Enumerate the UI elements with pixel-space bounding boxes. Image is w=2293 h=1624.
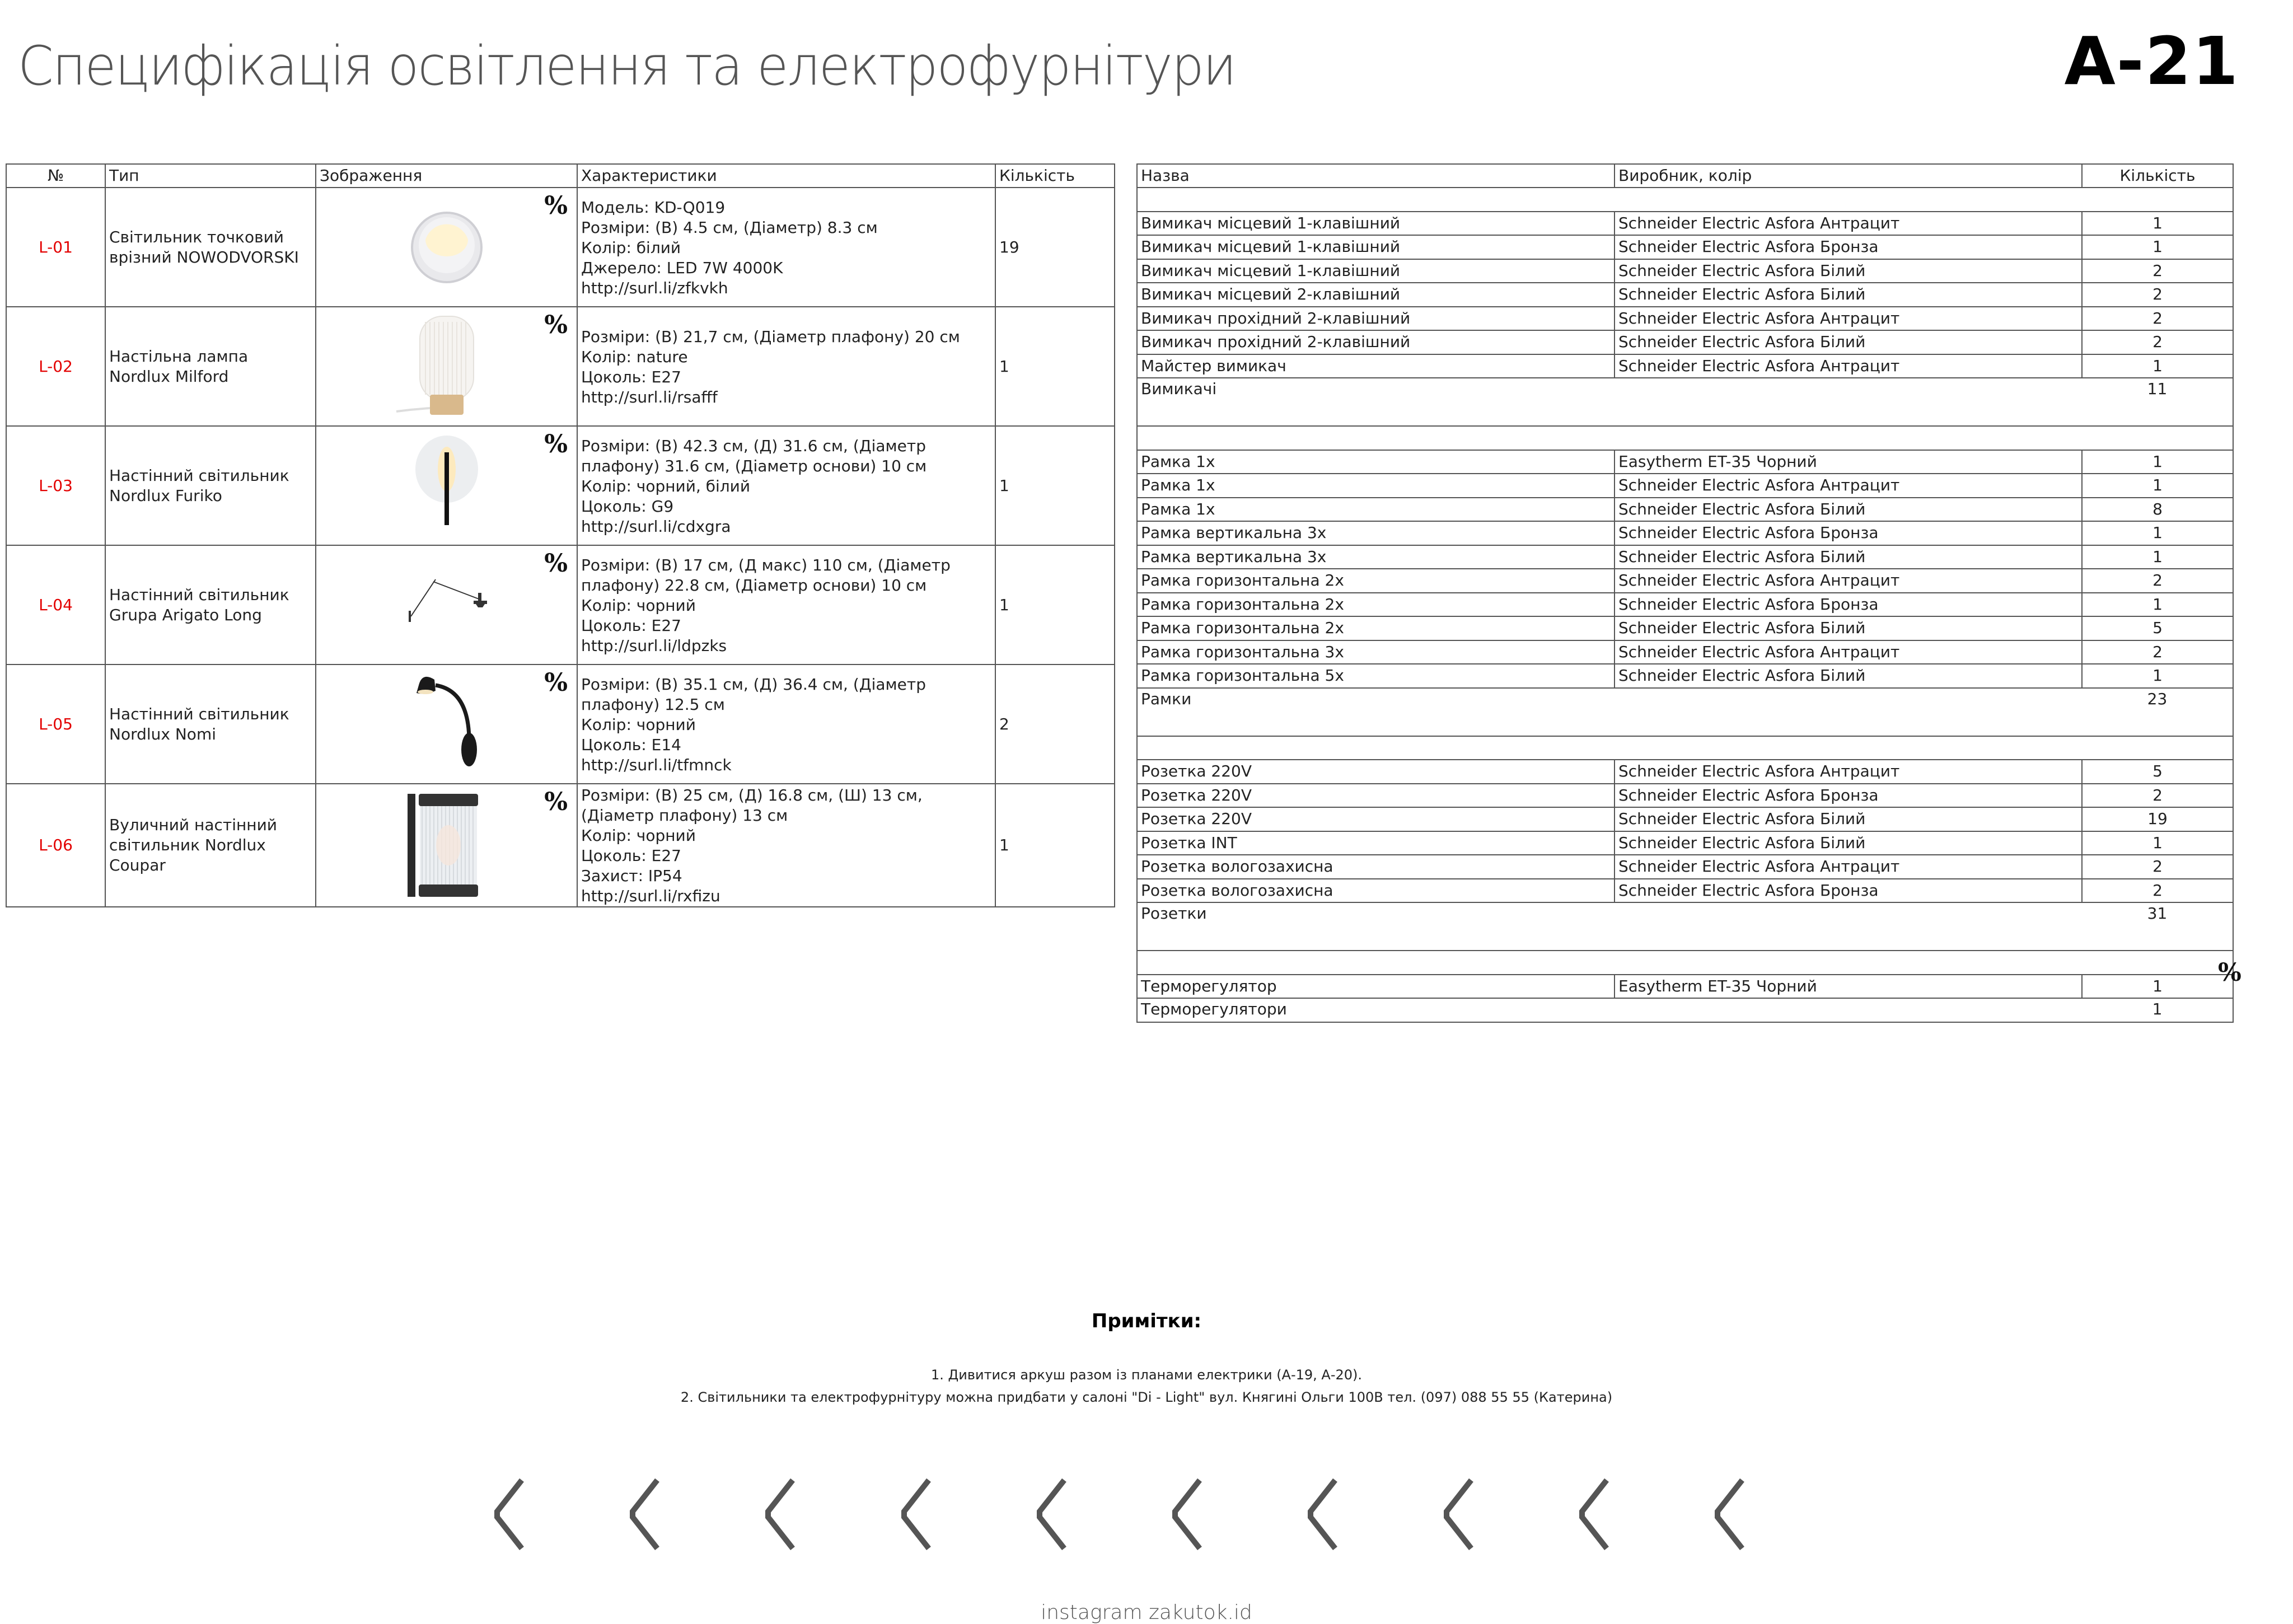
spacer-cell — [1137, 188, 2233, 212]
item-qty: 1 — [995, 307, 1115, 426]
item-qty: 1 — [995, 426, 1115, 545]
chevron-left-icon — [493, 1478, 526, 1551]
fitting-name: Вимикач прохідний 2-клавішний — [1137, 330, 1615, 354]
item-qty: 19 — [995, 188, 1115, 307]
spec-line: Захист: IP54 — [581, 867, 682, 885]
item-type: Настінний світильник Grupa Arigato Long — [105, 545, 316, 664]
item-specs — [577, 426, 995, 545]
electrical-fittings-table — [1136, 163, 2234, 1023]
fitting-name: Рамка вертикальна 3x — [1137, 521, 1615, 545]
col-header-type: Тип — [105, 164, 316, 188]
fitting-maker: Schneider Electric Asfora Антрацит — [1615, 760, 2082, 784]
table-row — [1137, 283, 2233, 307]
link-icon[interactable]: % — [544, 549, 568, 578]
fitting-qty: 1 — [2082, 975, 2233, 999]
table-row — [1137, 474, 2233, 498]
fitting-qty: 1 — [2082, 521, 2233, 545]
note-item: 1. Дивитися аркуш разом із планами електрики (А-19, А-20). — [930, 1367, 1363, 1383]
col-header-maker: Виробник, колір — [1615, 164, 2082, 188]
spec-line: Колір: nature — [581, 347, 688, 366]
fitting-maker: Schneider Electric Asfora Бронза — [1615, 784, 2082, 808]
chevron-left-icon — [628, 1478, 662, 1551]
fitting-name: Вимикач місцевий 1-клавішний — [1137, 212, 1615, 236]
product-link[interactable]: http://surl.li/tfmnck — [581, 755, 732, 774]
fitting-name: Терморегулятор — [1137, 975, 1615, 999]
fitting-qty: 2 — [2082, 283, 2233, 307]
table-row — [6, 545, 1115, 664]
fitting-qty: 1 — [2082, 354, 2233, 378]
col-header-name: Назва — [1137, 164, 1615, 188]
item-type: Настільна лампа Nordlux Milford — [105, 307, 316, 426]
item-qty: 1 — [995, 545, 1115, 664]
product-link[interactable]: http://surl.li/rxfizu — [581, 887, 720, 905]
fitting-qty: 1 — [2082, 664, 2233, 688]
spec-line: Колір: чорний, білий — [581, 476, 751, 495]
fitting-qty: 1 — [2082, 450, 2233, 474]
table-row — [1137, 450, 2233, 474]
table-row — [1137, 855, 2233, 879]
page-title: Специфікація освітлення та електрофурнітури — [18, 35, 1236, 97]
fitting-maker: Easytherm ET-35 Чорний — [1615, 450, 2082, 474]
fitting-qty: 1 — [2082, 212, 2233, 236]
product-image-cell — [316, 188, 577, 307]
fitting-qty: 2 — [2082, 640, 2233, 664]
spacer-row — [1137, 188, 2233, 212]
chevron-left-icon — [900, 1478, 933, 1551]
lighting-spec-table — [6, 163, 1115, 907]
fitting-qty: 5 — [2082, 616, 2233, 640]
item-code: L-06 — [6, 784, 105, 907]
notes-title: Примітки: — [1091, 1310, 1202, 1332]
table-row — [1137, 616, 2233, 640]
spec-line: Цоколь: E27 — [581, 846, 681, 865]
link-icon[interactable]: % — [544, 788, 568, 816]
spec-line: плафону) 12.5 см — [581, 695, 725, 714]
fitting-maker: Schneider Electric Asfora Білий — [1615, 545, 2082, 569]
fitting-name: Розетка 220V — [1137, 760, 1615, 784]
spec-line: Цоколь: E27 — [581, 616, 681, 635]
fitting-name: Рамка 1x — [1137, 498, 1615, 522]
spec-line: плафону) 31.6 см, (Діаметр основи) 10 см — [581, 456, 927, 475]
group-total-row — [1137, 998, 2233, 1022]
chevron-left-icon — [1171, 1478, 1204, 1551]
fitting-qty: 2 — [2082, 307, 2233, 331]
link-icon[interactable]: % — [2218, 958, 2241, 987]
fitting-name: Розетка INT — [1137, 831, 1615, 855]
fitting-maker: Schneider Electric Asfora Білий — [1615, 330, 2082, 354]
note-item: 2. Світильники та електрофурнітуру можна придбати у салоні "Di - Light" вул. Княгині Ольги 100В тел. (097) 088 55 55 (Катерина) — [680, 1389, 1613, 1405]
spacer-row — [1137, 736, 2233, 760]
table-row — [1137, 569, 2233, 593]
spec-line: Розміри: (В) 35.1 см, (Д) 36.4 см, (Діаметр — [581, 675, 926, 694]
fitting-qty: 2 — [2082, 330, 2233, 354]
product-image-cell — [316, 307, 577, 426]
fitting-qty: 2 — [2082, 259, 2233, 283]
spacer-cell — [1137, 426, 2233, 450]
item-type: Світильник точковий врізний NOWODVORSKI — [105, 188, 316, 307]
group-total-qty: 11 — [2082, 378, 2233, 426]
fitting-maker: Schneider Electric Asfora Білий — [1615, 616, 2082, 640]
item-code: L-01 — [6, 188, 105, 307]
item-specs — [577, 784, 995, 907]
table-row — [6, 664, 1115, 784]
group-total-qty: 1 — [2082, 998, 2233, 1022]
group-total-label: Розетки — [1137, 902, 2082, 951]
product-link[interactable]: http://surl.li/zfkvkh — [581, 278, 728, 297]
link-icon[interactable]: % — [544, 191, 568, 220]
fitting-maker: Schneider Electric Asfora Білий — [1615, 498, 2082, 522]
fitting-name: Рамка 1x — [1137, 474, 1615, 498]
table-row — [1137, 307, 2233, 331]
fitting-name: Розетка вологозахисна — [1137, 879, 1615, 903]
fitting-maker: Schneider Electric Asfora Бронза — [1615, 235, 2082, 259]
link-icon[interactable]: % — [544, 430, 568, 458]
col-header-image: Зображення — [316, 164, 577, 188]
group-total-qty: 23 — [2082, 688, 2233, 736]
product-link[interactable]: http://surl.li/ldpzks — [581, 636, 727, 655]
table-row — [1137, 498, 2233, 522]
col-header-specs: Характеристики — [577, 164, 995, 188]
table-row — [6, 784, 1115, 907]
item-specs — [577, 664, 995, 784]
fitting-name: Розетка 220V — [1137, 784, 1615, 808]
fitting-maker: Schneider Electric Asfora Антрацит — [1615, 212, 2082, 236]
spec-line: Цоколь: G9 — [581, 497, 674, 516]
product-image-cell — [316, 426, 577, 545]
spec-line: Цоколь: E14 — [581, 735, 681, 754]
fitting-maker: Schneider Electric Asfora Бронза — [1615, 521, 2082, 545]
item-qty: 2 — [995, 664, 1115, 784]
spec-line: Цоколь: E27 — [581, 367, 681, 386]
spacer-row — [1137, 426, 2233, 450]
fitting-maker: Schneider Electric Asfora Антрацит — [1615, 640, 2082, 664]
fitting-maker: Schneider Electric Asfora Білий — [1615, 831, 2082, 855]
chevron-left-icon — [1713, 1478, 1747, 1551]
item-specs — [577, 545, 995, 664]
spec-line: Модель: KD-Q019 — [581, 198, 726, 217]
table-row — [1137, 235, 2233, 259]
link-icon[interactable]: % — [544, 668, 568, 697]
fitting-name: Рамка горизонтальна 5x — [1137, 664, 1615, 688]
chevron-left-icon — [1035, 1478, 1069, 1551]
table-row — [1137, 212, 2233, 236]
spec-line: Колір: чорний — [581, 715, 696, 734]
group-total-row — [1137, 378, 2233, 426]
fitting-qty: 19 — [2082, 807, 2233, 831]
fitting-name: Рамка вертикальна 3x — [1137, 545, 1615, 569]
product-image-wall-lamp-disc — [391, 430, 503, 542]
group-total-label: Рамки — [1137, 688, 2082, 736]
fitting-qty: 2 — [2082, 879, 2233, 903]
fitting-name: Рамка горизонтальна 2x — [1137, 616, 1615, 640]
table-header-row — [6, 164, 1115, 188]
spec-line: плафону) 22.8 см, (Діаметр основи) 10 см — [581, 575, 927, 595]
spec-line: Розміри: (В) 17 см, (Д макс) 110 см, (Діаметр — [581, 555, 951, 574]
sheet-code: A-21 — [2064, 22, 2239, 100]
fitting-maker: Schneider Electric Asfora Білий — [1615, 807, 2082, 831]
product-image-cell — [316, 664, 577, 784]
fitting-qty: 1 — [2082, 235, 2233, 259]
table-row — [1137, 640, 2233, 664]
fitting-name: Рамка горизонтальна 2x — [1137, 593, 1615, 617]
fitting-qty: 1 — [2082, 545, 2233, 569]
product-image-cell — [316, 784, 577, 907]
product-image-wall-lamp-arm — [391, 549, 503, 661]
fitting-name: Вимикач місцевий 1-клавішний — [1137, 259, 1615, 283]
table-row — [1137, 879, 2233, 903]
fitting-qty: 1 — [2082, 593, 2233, 617]
fitting-qty: 1 — [2082, 474, 2233, 498]
fitting-maker: Easytherm ET-35 Чорний — [1615, 975, 2082, 999]
fitting-maker: Schneider Electric Asfora Антрацит — [1615, 569, 2082, 593]
product-link[interactable]: http://surl.li/rsafff — [581, 387, 718, 406]
spec-line: Колір: чорний — [581, 596, 696, 615]
fitting-name: Рамка 1x — [1137, 450, 1615, 474]
fitting-maker: Schneider Electric Asfora Бронза — [1615, 879, 2082, 903]
link-icon[interactable]: % — [544, 311, 568, 339]
chevron-left-icon — [764, 1478, 797, 1551]
item-code: L-04 — [6, 545, 105, 664]
group-total-label: Вимикачі — [1137, 378, 2082, 426]
table-row — [6, 307, 1115, 426]
fitting-qty: 2 — [2082, 784, 2233, 808]
table-header-row — [1137, 164, 2233, 188]
fitting-maker: Schneider Electric Asfora Антрацит — [1615, 855, 2082, 879]
group-total-qty: 31 — [2082, 902, 2233, 951]
fitting-name: Розетка 220V — [1137, 807, 1615, 831]
fitting-qty: 2 — [2082, 855, 2233, 879]
fitting-maker: Schneider Electric Asfora Білий — [1615, 664, 2082, 688]
item-type: Настінний світильник Nordlux Nomi — [105, 664, 316, 784]
product-image-table-lamp — [391, 311, 503, 423]
table-row — [1137, 975, 2233, 999]
chevron-left-icon — [1578, 1478, 1611, 1551]
fitting-name: Майстер вимикач — [1137, 354, 1615, 378]
table-row — [1137, 521, 2233, 545]
spec-line: Колір: білий — [581, 238, 681, 257]
group-total-label: Терморегулятори — [1137, 998, 2082, 1022]
spacer-row — [1137, 951, 2233, 975]
col-header-number: № — [6, 164, 105, 188]
spec-line: Розміри: (В) 21,7 см, (Діаметр плафону) 20 см — [581, 327, 960, 346]
decorative-chevron-row — [493, 1478, 1747, 1551]
fitting-maker: Schneider Electric Asfora Бронза — [1615, 593, 2082, 617]
item-type: Вуличний настінний світильник Nordlux Coupar — [105, 784, 316, 907]
product-image-recessed-spotlight — [391, 191, 503, 303]
fitting-maker: Schneider Electric Asfora Білий — [1615, 283, 2082, 307]
table-row — [1137, 831, 2233, 855]
spec-line: Джерело: LED 7W 4000K — [581, 258, 783, 277]
fitting-maker: Schneider Electric Asfora Білий — [1615, 259, 2082, 283]
table-row — [1137, 259, 2233, 283]
table-row — [1137, 807, 2233, 831]
item-code: L-03 — [6, 426, 105, 545]
item-code: L-05 — [6, 664, 105, 784]
fitting-maker: Schneider Electric Asfora Антрацит — [1615, 354, 2082, 378]
table-row — [6, 188, 1115, 307]
item-code: L-02 — [6, 307, 105, 426]
item-specs — [577, 188, 995, 307]
spec-line: Колір: чорний — [581, 826, 696, 845]
spec-line: Розміри: (В) 42.3 см, (Д) 31.6 см, (Діаметр — [581, 436, 926, 455]
group-total-row — [1137, 688, 2233, 736]
product-image-wall-lamp-flex — [391, 668, 503, 780]
table-row — [1137, 330, 2233, 354]
fitting-qty: 2 — [2082, 569, 2233, 593]
fitting-qty: 8 — [2082, 498, 2233, 522]
table-row — [1137, 784, 2233, 808]
table-row — [1137, 760, 2233, 784]
spacer-cell — [1137, 736, 2233, 760]
chevron-left-icon — [1306, 1478, 1340, 1551]
spec-line: Розміри: (В) 4.5 см, (Діаметр) 8.3 см — [581, 218, 878, 237]
spec-line: Розміри: (В) 25 см, (Д) 16.8 см, (Ш) 13 см, — [581, 786, 923, 804]
product-image-cell — [316, 545, 577, 664]
table-row — [1137, 354, 2233, 378]
fitting-maker: Schneider Electric Asfora Антрацит — [1615, 474, 2082, 498]
fitting-name: Розетка вологозахисна — [1137, 855, 1615, 879]
spacer-cell — [1137, 951, 2233, 975]
fitting-maker: Schneider Electric Asfora Антрацит — [1615, 307, 2082, 331]
col-header-qty: Кількість — [2082, 164, 2233, 188]
table-row — [1137, 545, 2233, 569]
item-specs — [577, 307, 995, 426]
fitting-name: Рамка горизонтальна 2x — [1137, 569, 1615, 593]
table-row — [1137, 664, 2233, 688]
item-type: Настінний світильник Nordlux Furiko — [105, 426, 316, 545]
table-row — [1137, 593, 2233, 617]
product-link[interactable]: http://surl.li/cdxgra — [581, 517, 731, 536]
chevron-left-icon — [1442, 1478, 1476, 1551]
fitting-qty: 5 — [2082, 760, 2233, 784]
group-total-row — [1137, 902, 2233, 951]
fitting-name: Рамка горизонтальна 3x — [1137, 640, 1615, 664]
footer-instagram: instagram zakutok.id — [1041, 1601, 1252, 1624]
fitting-name: Вимикач місцевий 2-клавішний — [1137, 283, 1615, 307]
fitting-name: Вимикач місцевий 1-клавішний — [1137, 235, 1615, 259]
item-qty: 1 — [995, 784, 1115, 907]
product-image-outdoor-wall-lamp — [391, 789, 503, 901]
fitting-name: Вимикач прохідний 2-клавішний — [1137, 307, 1615, 331]
spec-line: (Діаметр плафону) 13 см — [581, 806, 788, 825]
col-header-qty: Кількість — [995, 164, 1115, 188]
fitting-qty: 1 — [2082, 831, 2233, 855]
table-row — [6, 426, 1115, 545]
